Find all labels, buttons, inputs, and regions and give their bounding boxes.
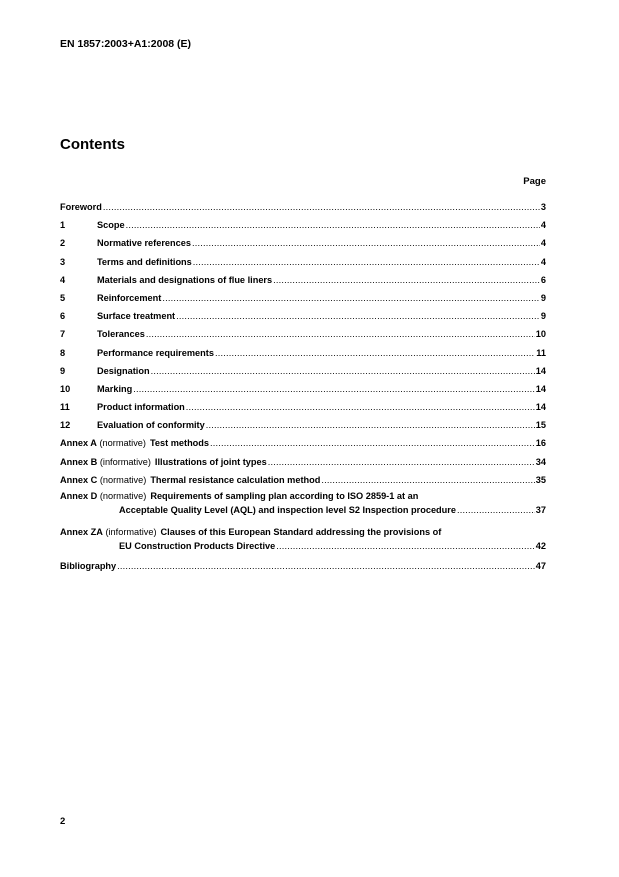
leader-dots: [321, 475, 534, 485]
leader-dots: [268, 457, 535, 467]
toc-page: 16: [535, 438, 546, 449]
toc-label-continued: EU Construction Products Directive: [119, 540, 276, 551]
toc-page: 10: [535, 329, 546, 340]
toc-entry[interactable]: [60, 321, 546, 339]
toc-label: Materials and designations of flue liners: [97, 274, 273, 285]
toc-entry[interactable]: [60, 230, 546, 248]
leader-dots: [215, 348, 535, 358]
annex-type: (normative): [99, 438, 146, 449]
clause-list: [60, 212, 546, 430]
toc-number: 3: [60, 256, 66, 267]
toc-label: Reinforcement: [97, 292, 162, 303]
page-column-label: Page: [523, 176, 546, 187]
leader-dots: [273, 275, 540, 285]
toc-number: 11: [60, 402, 70, 413]
toc-entry[interactable]: [60, 358, 546, 376]
toc-label: Product information: [97, 402, 185, 413]
annex-type: (informative): [99, 456, 151, 467]
annex-list: [60, 430, 546, 553]
page-number: 2: [60, 816, 66, 827]
toc-label: Scope: [97, 220, 125, 231]
toc-entry[interactable]: [60, 339, 546, 357]
toc-number: 5: [60, 292, 66, 303]
toc-page: 35: [535, 474, 546, 485]
toc-number: 10: [60, 383, 71, 394]
toc-page: 4: [540, 238, 546, 249]
toc-label: Terms and definitions: [97, 256, 192, 267]
toc-entry-foreword[interactable]: [60, 190, 546, 212]
toc-entry[interactable]: [60, 412, 546, 430]
leader-dots: [206, 420, 535, 430]
toc-label: Surface treatment: [97, 311, 176, 322]
toc-number: 8: [60, 347, 66, 358]
toc-page: 14: [535, 402, 546, 413]
toc-number: 4: [60, 274, 66, 285]
annex-prefix: Annex B: [60, 456, 98, 467]
toc-label: Evaluation of conformity: [97, 420, 205, 431]
toc-number: 9: [60, 365, 66, 376]
toc-number: 12: [60, 420, 71, 431]
annex-prefix: Annex ZA: [60, 526, 103, 537]
leader-dots: [457, 505, 535, 515]
toc-number: 7: [60, 329, 66, 340]
toc-label: Designation: [97, 365, 150, 376]
annex-prefix: Annex D: [60, 490, 98, 501]
toc-label: Tolerances: [97, 329, 145, 340]
leader-dots: [151, 366, 535, 376]
toc-label: Illustrations of joint types: [154, 456, 267, 467]
annex-type: (informative): [105, 526, 157, 537]
page-title: Contents: [60, 136, 125, 153]
leader-dots: [176, 311, 540, 321]
toc-label: Foreword: [60, 202, 102, 212]
leader-dots: [210, 438, 535, 448]
leader-dots: [103, 202, 540, 212]
leader-dots: [193, 257, 540, 267]
toc-page: 3: [540, 202, 546, 212]
toc-number: 6: [60, 311, 66, 322]
toc-entry[interactable]: [60, 376, 546, 394]
toc-label: Bibliography: [60, 561, 117, 571]
toc-page: 37: [535, 504, 546, 515]
toc-page: 34: [535, 456, 546, 467]
leader-dots: [186, 402, 535, 412]
toc-page: 11: [536, 347, 546, 358]
toc-entry-annex[interactable]: [60, 448, 546, 466]
annex-prefix: Annex C: [60, 474, 98, 485]
annex-prefix: Annex A: [60, 438, 97, 449]
toc-entry[interactable]: [60, 394, 546, 412]
annex-type: (normative): [99, 490, 147, 501]
toc-entry[interactable]: [60, 212, 546, 230]
leader-dots: [276, 541, 535, 551]
leader-dots: [162, 293, 540, 303]
toc-label: Performance requirements: [97, 347, 214, 358]
toc-page: 15: [535, 420, 546, 431]
toc-entry-bibliography[interactable]: [60, 553, 546, 571]
toc-page: 6: [540, 274, 546, 285]
toc-page: 14: [535, 383, 546, 394]
leader-dots: [117, 561, 535, 571]
toc-entry-annex[interactable]: [60, 519, 546, 553]
toc-entry[interactable]: [60, 248, 546, 266]
toc-label: Thermal resistance calculation method: [150, 474, 321, 485]
leader-dots: [126, 220, 540, 230]
document-header: EN 1857:2003+A1:2008 (E): [60, 38, 192, 50]
toc-page: 9: [540, 311, 546, 322]
toc-number: 2: [60, 238, 66, 249]
toc-page: 42: [535, 540, 546, 551]
toc-entry-annex[interactable]: [60, 467, 546, 485]
toc-entry[interactable]: [60, 303, 546, 321]
leader-dots: [192, 238, 540, 248]
table-of-contents: [60, 190, 546, 571]
annex-type: (normative): [99, 474, 147, 485]
toc-entry-annex[interactable]: [60, 430, 546, 448]
toc-label: Marking: [97, 383, 133, 394]
leader-dots: [133, 384, 535, 394]
toc-entry-annex[interactable]: [60, 485, 546, 519]
leader-dots: [146, 329, 535, 339]
toc-label-continued: Acceptable Quality Level (AQL) and inspection level S2 Inspection procedure: [119, 504, 456, 515]
toc-entry[interactable]: [60, 285, 546, 303]
toc-entry[interactable]: [60, 267, 546, 285]
toc-page: 4: [540, 220, 546, 231]
toc-page: 9: [540, 292, 546, 303]
toc-label: Requirements of sampling plan according to ISO 2859-1 at an: [150, 490, 419, 501]
toc-number: 1: [60, 220, 66, 231]
toc-label: Test methods: [149, 438, 210, 449]
toc-page: 4: [540, 256, 546, 267]
toc-page: 14: [535, 365, 546, 376]
toc-label: Normative references: [97, 238, 191, 249]
toc-page: 47: [535, 561, 546, 571]
toc-label: Clauses of this European Standard addressing the provisions of: [160, 526, 442, 537]
